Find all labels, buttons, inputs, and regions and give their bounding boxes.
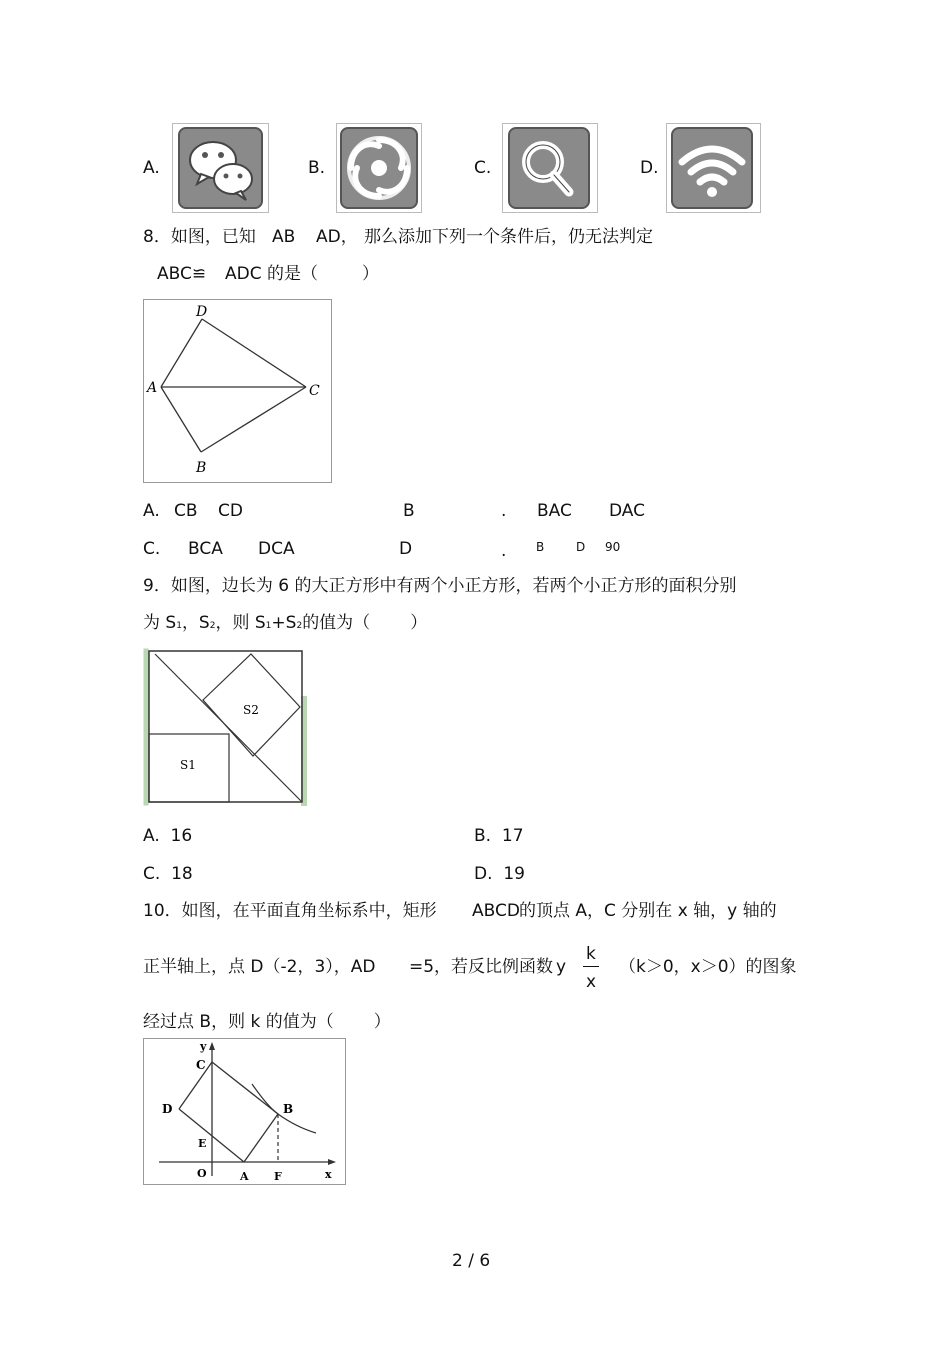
q8-stem-number: 8．如图，已知 [143,227,256,247]
q7-option-b-image [336,123,422,213]
q9-option-c: C. 18 [143,864,193,884]
q7-option-d-image [666,123,761,213]
q8-option-a-label: A. [143,501,160,521]
q8-option-d-d: D [576,540,586,554]
swirl-logo-icon [337,124,421,212]
q10-fraction-numerator: k [586,944,596,964]
q10-stem-line2-c: （k＞0，x＞0）的图象 [619,957,797,977]
q7-option-a-image [172,123,269,213]
q10-label-e: E [198,1137,207,1150]
q10-coordinate-figure [143,1038,346,1185]
q8-option-d-label: D [399,539,413,559]
q8-stem-ad: AD， [316,227,358,247]
q8-label-a: A [147,380,158,396]
q8-option-c-bca: BCA [188,539,223,559]
q10-stem-line2-a: 正半轴上，点 D（-2，3），AD [143,957,376,977]
q10-label-c: C [196,1058,206,1072]
q10-label-x: x [325,1168,332,1181]
q8-option-d-dot: . [501,541,507,561]
q10-label-d: D [162,1102,173,1116]
q8-option-d-90: 90 [605,540,621,554]
q9-stem-line1: 9．如图，边长为 6 的大正方形中有两个小正方形，若两个小正方形的面积分别 [143,576,737,596]
q10-stem-line3: 经过点 B，则 k 的值为（ ） [143,1012,391,1032]
q9-option-a: A. 16 [143,826,193,846]
wechat-icon [173,124,268,212]
q8-label-c: C [309,383,320,399]
q8-option-a-cd: CD [218,501,243,521]
q10-fraction-bar [583,966,599,967]
q9-stem-line2: 为 S1，S2，则 S1+S2的值为（ ） [143,613,428,633]
q10-stem-line1-c: 的顶点 A，C 分别在 x 轴，y 轴的 [519,901,777,921]
q8-option-d-b: B [536,540,545,554]
q10-stem-y: y [556,957,567,977]
q7-option-c-image [502,123,598,213]
q8-stem-ab: AB [272,227,296,247]
q10-stem-line1-a: 10．如图，在平面直角坐标系中，矩形 [143,901,437,921]
wifi-icon [667,124,760,212]
q8-label-d: D [196,304,208,320]
q9-option-d: D. 19 [474,864,525,884]
page-number: 2 / 6 [452,1251,491,1271]
q10-fraction-denominator: x [586,972,597,992]
q8-stem-abc: ABC≌ [157,264,207,284]
q8-label-b: B [196,460,207,476]
q9-option-b: B. 17 [474,826,524,846]
q10-label-b: B [283,1102,294,1116]
q8-option-a-cb: CB [174,501,198,521]
q7-option-b-label: B. [308,158,326,178]
q8-stem-close: ） [362,264,379,284]
q9-label-s2: S2 [243,703,259,717]
q9-label-s1: S1 [180,758,196,772]
q7-option-c-label: C. [474,158,492,178]
q8-option-b-bac: BAC [537,501,572,521]
q7-option-d-label: D. [640,158,659,178]
q10-label-o: O [197,1167,207,1180]
q8-stem-rest: 那么添加下列一个条件后，仍无法判定 [364,227,653,247]
search-icon [503,124,597,212]
q10-stem-line2-b: =5，若反比例函数 [409,957,554,977]
q8-option-c-dca: DCA [258,539,295,559]
q10-label-y: y [200,1040,207,1053]
q9-square-figure [143,648,307,806]
q10-label-f: F [274,1170,282,1183]
q8-kite-figure [143,299,332,483]
q8-option-b-dot: . [501,501,507,521]
q8-stem-adc: ADC 的是（ [225,264,318,284]
q8-option-b-dac: DAC [609,501,645,521]
q10-stem-line1-abcd: ABCD [472,901,520,921]
q8-option-c-label: C. [143,539,161,559]
q7-option-a-label: A. [143,158,160,178]
q8-option-b-label: B [403,501,415,521]
q10-label-a: A [240,1170,249,1183]
